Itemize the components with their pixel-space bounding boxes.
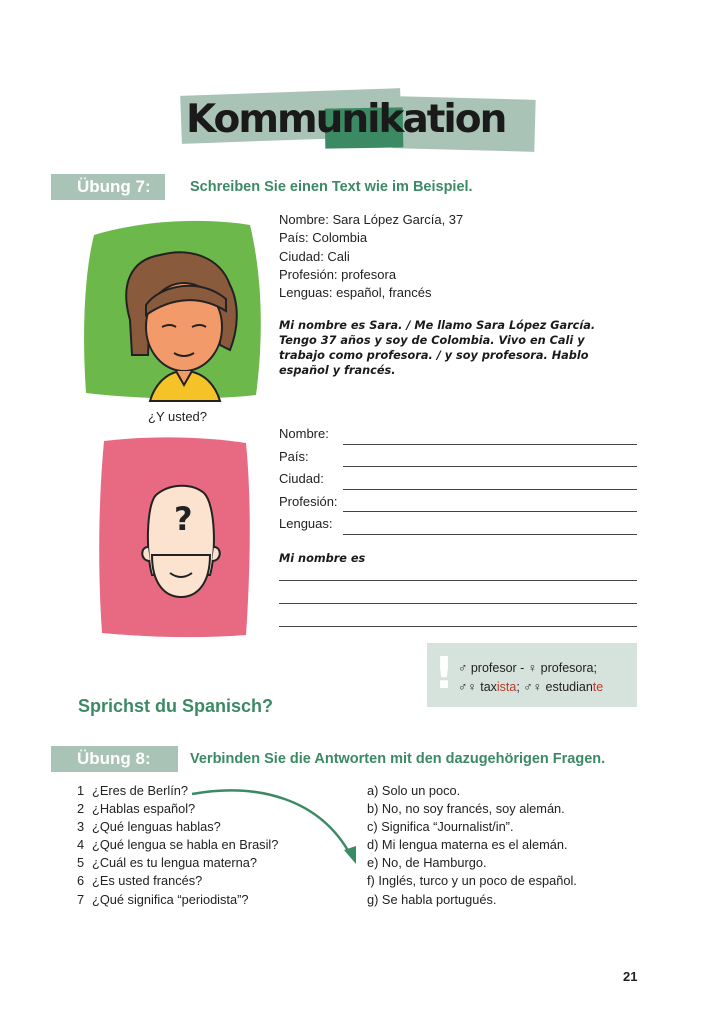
note-line: ♂♀ taxista; ♂♀ estudiante: [458, 680, 604, 694]
note-text: [458, 659, 603, 697]
field-label: Profesión:: [279, 493, 338, 509]
question-item[interactable]: 1 ¿Eres de Berlín?: [77, 783, 189, 798]
example-connector-arrow: [190, 784, 370, 868]
form-row-profesion: [279, 494, 637, 517]
exercise7-label: Übung 7:: [51, 174, 165, 200]
answer-line[interactable]: [343, 466, 637, 467]
question-item[interactable]: 7 ¿Qué significa “periodista”?: [77, 891, 249, 907]
answer-item[interactable]: f) Inglés, turco y un poco de español.: [367, 873, 577, 889]
field-label: País:: [279, 448, 309, 464]
profile-line: Profesión: profesora: [279, 266, 397, 282]
form-row-nombre: [279, 426, 637, 449]
profile-line: Nombre: Sara López García, 37: [279, 212, 464, 227]
form-row-lenguas: [279, 516, 637, 539]
exercise8-label: Übung 8:: [51, 746, 178, 772]
profile-line: Lenguas: español, francés: [279, 285, 432, 301]
profile-form: [279, 426, 637, 539]
answer-item[interactable]: c) Significa “Journalist/in”.: [367, 819, 514, 835]
answer-line[interactable]: [279, 580, 637, 581]
answer-line[interactable]: [343, 489, 637, 490]
profile-line: Ciudad: Cali: [279, 248, 350, 264]
answer-line[interactable]: [343, 511, 637, 512]
field-label: Nombre:: [279, 426, 329, 441]
profile-info: [279, 211, 463, 302]
question-item[interactable]: 5 ¿Cuál es tu lengua materna?: [77, 855, 258, 871]
woman-illustration: [80, 215, 266, 402]
question-item[interactable]: 6 ¿Es usted francés?: [77, 873, 203, 889]
answer-item[interactable]: g) Se habla portugués.: [367, 891, 497, 907]
answer-item[interactable]: e) No, de Hamburgo.: [367, 855, 487, 871]
profile-line: País: Colombia: [279, 230, 368, 246]
answer-list: [367, 782, 577, 909]
answer-item[interactable]: a) Solo un poco.: [367, 783, 461, 798]
example-text: Mi nombre es Sara. / Me llamo Sara López García. Tengo 37 años y soy de Colombia. Vivo en Cali y trabajo como profesora. / y soy profesora. Hablo español y francés.: [279, 319, 596, 377]
form-start-text: Mi nombre es: [279, 552, 366, 565]
answer-line[interactable]: [279, 626, 637, 627]
question-item[interactable]: 2 ¿Hablas español?: [77, 801, 196, 817]
question-item[interactable]: 4 ¿Qué lengua se habla en Brasil?: [77, 837, 279, 853]
svg-text:?: ?: [174, 500, 193, 538]
prompt-y-usted: ¿Y usted?: [148, 409, 208, 424]
section-heading: Sprichst du Spanisch?: [78, 696, 274, 716]
form-row-pais: [279, 449, 637, 472]
form-row-ciudad: [279, 471, 637, 494]
exclamation-icon: !: [434, 648, 455, 699]
field-label: Lenguas:: [279, 516, 333, 531]
question-item[interactable]: 3 ¿Qué lenguas hablas?: [77, 819, 221, 835]
answer-line[interactable]: [343, 444, 637, 445]
page-title: Kommunikation: [186, 97, 506, 142]
answer-line[interactable]: [343, 534, 637, 535]
answer-line[interactable]: [279, 603, 637, 604]
field-label: Ciudad:: [279, 471, 324, 486]
answer-item[interactable]: d) Mi lengua materna es el alemán.: [367, 837, 568, 853]
exercise8-instruction: Verbinden Sie die Antworten mit den dazugehörigen Fragen.: [190, 751, 606, 767]
page-number: 21: [623, 969, 638, 984]
unknown-person-illustration: [96, 435, 252, 639]
note-line: ♂ profesor - ♀ profesora;: [458, 661, 597, 675]
answer-item[interactable]: b) No, no soy francés, soy alemán.: [367, 801, 565, 817]
exercise7-instruction: Schreiben Sie einen Text wie im Beispiel.: [190, 179, 473, 195]
